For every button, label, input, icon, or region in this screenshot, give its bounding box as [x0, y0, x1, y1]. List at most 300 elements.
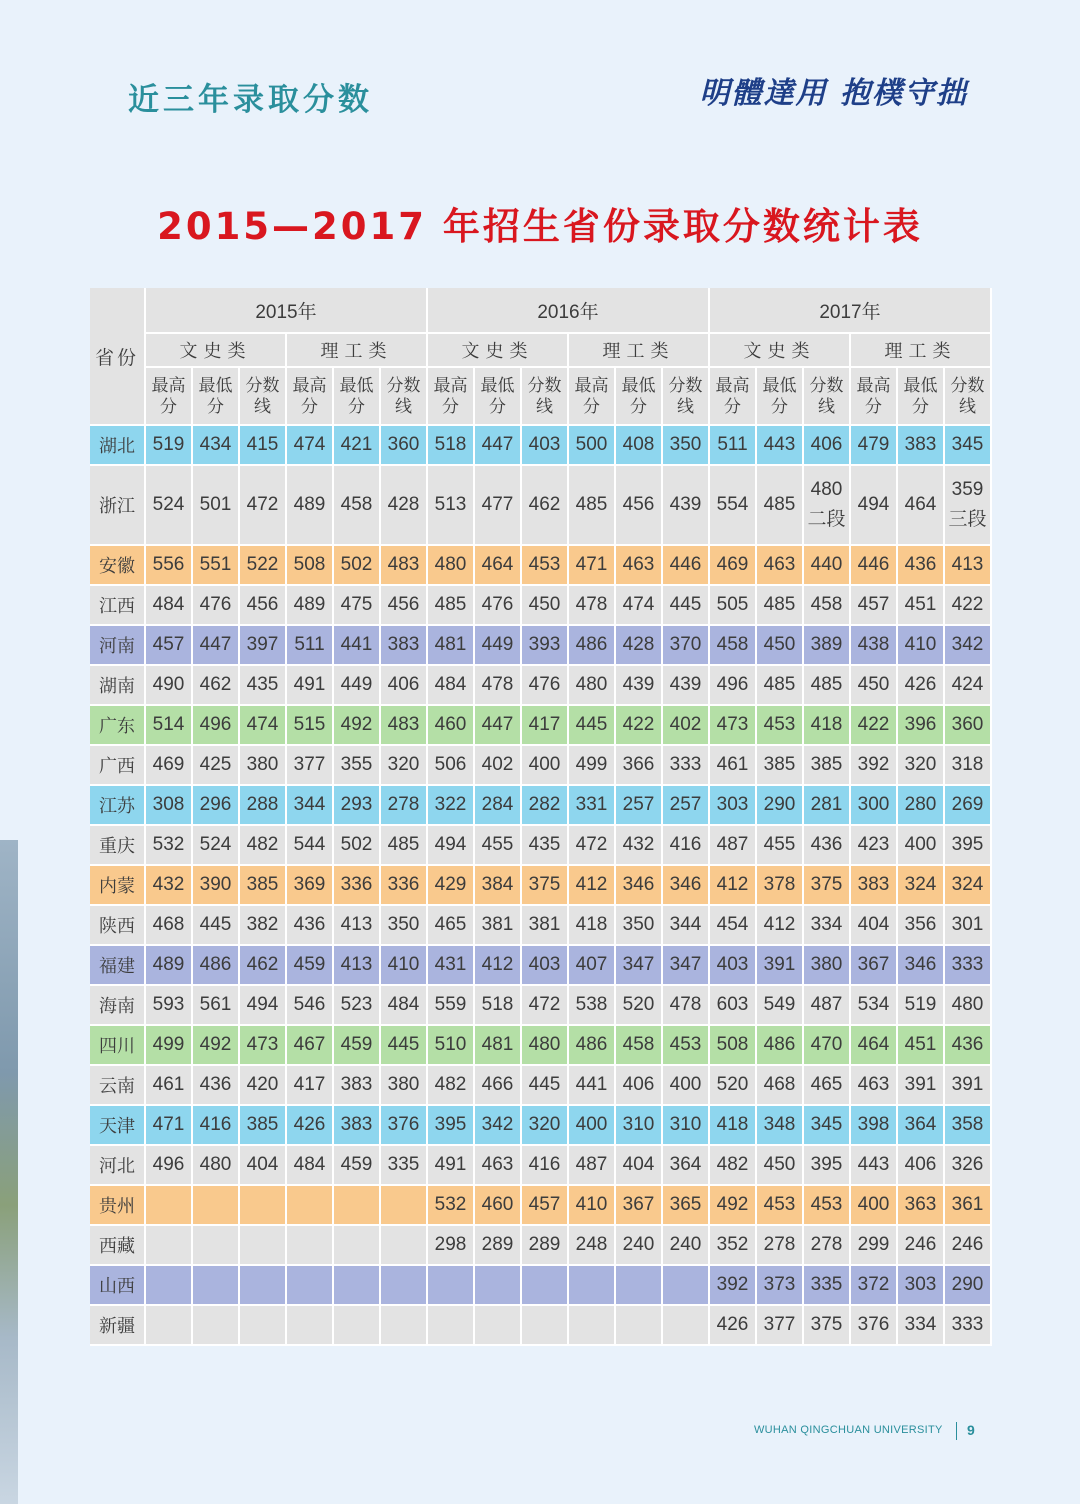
score-cell: 532: [146, 826, 193, 866]
score-cell: [381, 1306, 428, 1346]
score-cell: 472: [522, 986, 569, 1026]
score-cell: 482: [240, 826, 287, 866]
score-cell: 301: [945, 906, 992, 946]
score-cell: 474: [287, 426, 334, 466]
score-cell: 481: [475, 1026, 522, 1066]
score-cell: 469: [146, 746, 193, 786]
score-cell: 347: [616, 946, 663, 986]
province-cell: 福建: [90, 946, 146, 986]
score-cell: 450: [522, 586, 569, 626]
score-cell: 300: [851, 786, 898, 826]
score-cell: 382: [240, 906, 287, 946]
score-cell: [193, 1226, 240, 1266]
score-cell: 472: [569, 826, 616, 866]
score-cell: 377: [757, 1306, 804, 1346]
score-cell: 404: [851, 906, 898, 946]
score-cell: 385: [757, 746, 804, 786]
score-cell: 496: [146, 1146, 193, 1186]
score-cell: 407: [569, 946, 616, 986]
score-cell: 436: [193, 1066, 240, 1106]
score-cell: 278: [757, 1226, 804, 1266]
score-cell: 350: [381, 906, 428, 946]
province-cell: 河南: [90, 626, 146, 666]
score-cell: 435: [240, 666, 287, 706]
score-cell: [616, 1266, 663, 1306]
score-cell: 476: [522, 666, 569, 706]
table-row: [90, 1106, 992, 1146]
score-cell: 420: [240, 1066, 287, 1106]
province-cell: 新疆: [90, 1306, 146, 1346]
score-cell: 461: [146, 1066, 193, 1106]
score-cell: 432: [146, 866, 193, 906]
score-cell: 451: [898, 1026, 945, 1066]
score-cell: 345: [945, 426, 992, 466]
score-cell: 278: [381, 786, 428, 826]
score-cell: [428, 1266, 475, 1306]
score-cell: 393: [522, 626, 569, 666]
score-cell: 346: [616, 866, 663, 906]
score-cell: 478: [475, 666, 522, 706]
score-cell: 463: [475, 1146, 522, 1186]
score-cell: 413: [334, 906, 381, 946]
score-cell: 486: [757, 1026, 804, 1066]
score-cell: 246: [898, 1226, 945, 1266]
score-cell: 480: [428, 546, 475, 586]
score-cell: 494: [240, 986, 287, 1026]
score-cell: 418: [710, 1106, 757, 1146]
score-cell: 467: [287, 1026, 334, 1066]
score-cell: 457: [146, 626, 193, 666]
score-cell: 439: [616, 666, 663, 706]
score-cell: 360: [945, 706, 992, 746]
score-cell: 333: [663, 746, 710, 786]
score-cell: 280: [898, 786, 945, 826]
score-cell: 385: [804, 746, 851, 786]
score-cell: 505: [710, 586, 757, 626]
province-cell: 江苏: [90, 786, 146, 826]
score-cell: 293: [334, 786, 381, 826]
score-cell: 463: [757, 546, 804, 586]
score-cell: 257: [663, 786, 710, 826]
score-cell: 524: [146, 466, 193, 546]
score-cell: 520: [616, 986, 663, 1026]
score-cell: 492: [710, 1186, 757, 1226]
score-cell: 445: [522, 1066, 569, 1106]
metric-header: 分数 线: [240, 368, 287, 426]
score-cell: 390: [193, 866, 240, 906]
score-cell: 282: [522, 786, 569, 826]
score-cell: [240, 1186, 287, 1226]
score-cell: 324: [945, 866, 992, 906]
score-cell: 519: [146, 426, 193, 466]
score-cell: 436: [804, 826, 851, 866]
score-cell: 523: [334, 986, 381, 1026]
score-cell: 462: [522, 466, 569, 546]
score-cell: 402: [663, 706, 710, 746]
score-cell: 333: [945, 1306, 992, 1346]
score-cell: 508: [710, 1026, 757, 1066]
score-cell: 383: [334, 1066, 381, 1106]
score-cell: 455: [757, 826, 804, 866]
score-cell: 257: [616, 786, 663, 826]
score-cell: [146, 1266, 193, 1306]
score-cell: 534: [851, 986, 898, 1026]
table-row: [90, 826, 992, 866]
score-cell: 487: [804, 986, 851, 1026]
score-cell: 348: [757, 1106, 804, 1146]
score-cell: 489: [287, 586, 334, 626]
score-cell: 400: [851, 1186, 898, 1226]
score-cell: 352: [710, 1226, 757, 1266]
score-cell: 278: [804, 1226, 851, 1266]
metric-header: 最高 分: [851, 368, 898, 426]
score-cell: 424: [945, 666, 992, 706]
score-cell: [287, 1306, 334, 1346]
score-cell: [381, 1226, 428, 1266]
score-cell: [475, 1306, 522, 1346]
score-cell: 496: [710, 666, 757, 706]
province-cell: 广西: [90, 746, 146, 786]
score-cell: 426: [287, 1106, 334, 1146]
score-cell: 428: [381, 466, 428, 546]
score-cell: 398: [851, 1106, 898, 1146]
score-cell: 449: [334, 666, 381, 706]
score-cell: 514: [146, 706, 193, 746]
score-cell: 392: [710, 1266, 757, 1306]
score-cell: 485: [804, 666, 851, 706]
score-cell: 335: [804, 1266, 851, 1306]
score-cell: 355: [334, 746, 381, 786]
score-cell: 406: [381, 666, 428, 706]
score-cell: 476: [193, 586, 240, 626]
score-cell: 438: [851, 626, 898, 666]
score-cell: 375: [522, 866, 569, 906]
score-cell: 428: [616, 626, 663, 666]
score-cell: 456: [240, 586, 287, 626]
score-cell: 502: [334, 546, 381, 586]
score-cell: 360: [381, 426, 428, 466]
score-cell: 455: [475, 826, 522, 866]
score-cell: 463: [616, 546, 663, 586]
page-number: 9: [967, 1422, 975, 1438]
score-cell: 350: [663, 426, 710, 466]
score-cell: 381: [475, 906, 522, 946]
province-cell: 湖北: [90, 426, 146, 466]
score-cell: 479: [851, 426, 898, 466]
table-row: [90, 786, 992, 826]
score-cell: 392: [851, 746, 898, 786]
score-cell: 391: [945, 1066, 992, 1106]
score-cell: 335: [381, 1146, 428, 1186]
calligraphy-motto: 明體達用 抱樸守拙: [699, 76, 968, 111]
score-cell: 320: [522, 1106, 569, 1146]
year-header: 2016年: [428, 288, 710, 334]
province-cell: 江西: [90, 586, 146, 626]
score-cell: 308: [146, 786, 193, 826]
score-cell: 429: [428, 866, 475, 906]
table-row: [90, 1306, 992, 1346]
year-header: 2017年: [710, 288, 992, 334]
score-cell: 346: [663, 866, 710, 906]
score-cell: 499: [146, 1026, 193, 1066]
score-cell: 468: [146, 906, 193, 946]
score-cell: [193, 1266, 240, 1306]
score-cell: 408: [616, 426, 663, 466]
score-cell: 458: [334, 466, 381, 546]
score-cell: [240, 1306, 287, 1346]
score-cell: 389: [804, 626, 851, 666]
score-cell: 460: [428, 706, 475, 746]
score-cell: 395: [428, 1106, 475, 1146]
score-cell: [381, 1266, 428, 1306]
score-cell: 480: [522, 1026, 569, 1066]
score-cell: 400: [663, 1066, 710, 1106]
score-cell: 499: [569, 746, 616, 786]
score-cell: 546: [287, 986, 334, 1026]
table-row: [90, 946, 992, 986]
score-cell: 299: [851, 1226, 898, 1266]
score-cell: [334, 1266, 381, 1306]
table-row: [90, 626, 992, 666]
score-cell: 432: [616, 826, 663, 866]
score-cell: 461: [710, 746, 757, 786]
score-cell: 513: [428, 466, 475, 546]
score-cell: 445: [569, 706, 616, 746]
score-cell: 593: [146, 986, 193, 1026]
province-cell: 四川: [90, 1026, 146, 1066]
score-cell: 400: [569, 1106, 616, 1146]
score-cell: 482: [428, 1066, 475, 1106]
score-cell: 240: [616, 1226, 663, 1266]
score-cell: 406: [898, 1146, 945, 1186]
score-cell: 484: [381, 986, 428, 1026]
score-cell: 445: [663, 586, 710, 626]
score-cell: 288: [240, 786, 287, 826]
score-cell: 422: [851, 706, 898, 746]
score-cell: 418: [569, 906, 616, 946]
score-cell: [240, 1226, 287, 1266]
score-cell: 416: [663, 826, 710, 866]
score-cell: 303: [898, 1266, 945, 1306]
score-cell: 482: [710, 1146, 757, 1186]
score-cell: 412: [569, 866, 616, 906]
province-column-header: 省份: [90, 288, 146, 426]
score-cell: 484: [428, 666, 475, 706]
edge-photo-strip: [0, 840, 18, 1504]
score-cell: 364: [663, 1146, 710, 1186]
table-row: [90, 426, 992, 466]
score-cell: 462: [193, 666, 240, 706]
score-cell: 473: [240, 1026, 287, 1066]
score-cell: 556: [146, 546, 193, 586]
score-cell: 472: [240, 466, 287, 546]
score-cell: 391: [898, 1066, 945, 1106]
table-row: [90, 466, 992, 546]
metric-header: 最高 分: [428, 368, 475, 426]
score-cell: 471: [569, 546, 616, 586]
score-cell: 416: [522, 1146, 569, 1186]
score-cell: [428, 1306, 475, 1346]
score-cell: 487: [710, 826, 757, 866]
table-row: [90, 546, 992, 586]
score-cell: [287, 1186, 334, 1226]
score-cell: [193, 1186, 240, 1226]
score-cell: 469: [710, 546, 757, 586]
score-cell: 449: [475, 626, 522, 666]
score-cell: 492: [193, 1026, 240, 1066]
score-cell: 404: [616, 1146, 663, 1186]
score-cell: 333: [945, 946, 992, 986]
score-cell: 385: [240, 1106, 287, 1146]
score-cell: 358: [945, 1106, 992, 1146]
score-cell: 422: [945, 586, 992, 626]
score-cell: 453: [663, 1026, 710, 1066]
score-cell: 342: [475, 1106, 522, 1146]
score-cell: 400: [522, 746, 569, 786]
score-cell: 395: [804, 1146, 851, 1186]
score-cell: [522, 1266, 569, 1306]
metric-header: 最高 分: [146, 368, 193, 426]
score-cell: 381: [522, 906, 569, 946]
score-cell: [287, 1226, 334, 1266]
score-cell: 396: [898, 706, 945, 746]
province-cell: 海南: [90, 986, 146, 1026]
score-cell: 246: [945, 1226, 992, 1266]
score-cell: 303: [710, 786, 757, 826]
score-cell: 410: [898, 626, 945, 666]
score-cell: 378: [757, 866, 804, 906]
score-cell: 532: [428, 1186, 475, 1226]
score-cell: 356: [898, 906, 945, 946]
score-cell: 458: [710, 626, 757, 666]
score-cell: 425: [193, 746, 240, 786]
score-cell: 459: [334, 1146, 381, 1186]
table-row: [90, 1146, 992, 1186]
score-cell: 480 二段: [804, 466, 851, 546]
score-cell: [475, 1266, 522, 1306]
table-row: [90, 586, 992, 626]
table-row: [90, 1186, 992, 1226]
score-cell: 544: [287, 826, 334, 866]
score-cell: 347: [663, 946, 710, 986]
score-cell: 464: [898, 466, 945, 546]
score-cell: 290: [757, 786, 804, 826]
score-cell: 439: [663, 466, 710, 546]
score-cell: [663, 1266, 710, 1306]
score-cell: 486: [569, 1026, 616, 1066]
score-cell: 453: [804, 1186, 851, 1226]
score-cell: 436: [898, 546, 945, 586]
province-cell: 陕西: [90, 906, 146, 946]
score-cell: 436: [945, 1026, 992, 1066]
score-cell: 446: [663, 546, 710, 586]
province-cell: 天津: [90, 1106, 146, 1146]
score-cell: 454: [710, 906, 757, 946]
score-cell: 413: [945, 546, 992, 586]
score-cell: 402: [475, 746, 522, 786]
score-cell: 603: [710, 986, 757, 1026]
score-cell: 383: [381, 626, 428, 666]
score-cell: 477: [475, 466, 522, 546]
score-cell: [663, 1306, 710, 1346]
category-header: 理工类: [287, 334, 428, 368]
table-row: [90, 666, 992, 706]
province-cell: 安徽: [90, 546, 146, 586]
score-cell: 464: [851, 1026, 898, 1066]
score-cell: 450: [851, 666, 898, 706]
score-cell: 397: [240, 626, 287, 666]
province-cell: 湖南: [90, 666, 146, 706]
score-cell: 511: [287, 626, 334, 666]
score-cell: 538: [569, 986, 616, 1026]
score-cell: 298: [428, 1226, 475, 1266]
score-cell: 441: [569, 1066, 616, 1106]
table-row: [90, 706, 992, 746]
score-cell: 435: [522, 826, 569, 866]
score-cell: 403: [522, 946, 569, 986]
score-cell: 486: [569, 626, 616, 666]
score-cell: 406: [804, 426, 851, 466]
score-cell: 451: [898, 586, 945, 626]
province-cell: 云南: [90, 1066, 146, 1106]
score-cell: 466: [475, 1066, 522, 1106]
score-cell: 561: [193, 986, 240, 1026]
score-cell: 400: [898, 826, 945, 866]
score-cell: 458: [804, 586, 851, 626]
metric-header: 最低 分: [616, 368, 663, 426]
score-cell: 436: [287, 906, 334, 946]
province-cell: 河北: [90, 1146, 146, 1186]
score-cell: 502: [334, 826, 381, 866]
score-cell: 458: [616, 1026, 663, 1066]
score-cell: 475: [334, 586, 381, 626]
province-cell: 广东: [90, 706, 146, 746]
footer-university-name: WUHAN QINGCHUAN UNIVERSITY: [754, 1424, 943, 1436]
score-cell: 342: [945, 626, 992, 666]
score-cell: 248: [569, 1226, 616, 1266]
category-header: 文史类: [146, 334, 287, 368]
score-cell: 344: [287, 786, 334, 826]
score-cell: 480: [945, 986, 992, 1026]
score-cell: 487: [569, 1146, 616, 1186]
score-cell: 483: [381, 706, 428, 746]
score-cell: 404: [240, 1146, 287, 1186]
score-cell: 551: [193, 546, 240, 586]
score-cell: 450: [757, 1146, 804, 1186]
score-cell: 492: [334, 706, 381, 746]
score-cell: 290: [945, 1266, 992, 1306]
score-cell: 508: [287, 546, 334, 586]
score-cell: [569, 1266, 616, 1306]
score-cell: 511: [710, 426, 757, 466]
score-cell: 363: [898, 1186, 945, 1226]
score-cell: 345: [804, 1106, 851, 1146]
category-header: 理工类: [569, 334, 710, 368]
table-row: [90, 1226, 992, 1266]
score-cell: 376: [851, 1306, 898, 1346]
score-cell: 506: [428, 746, 475, 786]
metric-header: 最高 分: [710, 368, 757, 426]
score-cell: 445: [381, 1026, 428, 1066]
score-cell: 463: [851, 1066, 898, 1106]
score-cell: 296: [193, 786, 240, 826]
score-cell: 310: [616, 1106, 663, 1146]
score-cell: 484: [146, 586, 193, 626]
score-cell: 484: [287, 1146, 334, 1186]
score-cell: [381, 1186, 428, 1226]
score-cell: 524: [193, 826, 240, 866]
score-cell: 346: [898, 946, 945, 986]
